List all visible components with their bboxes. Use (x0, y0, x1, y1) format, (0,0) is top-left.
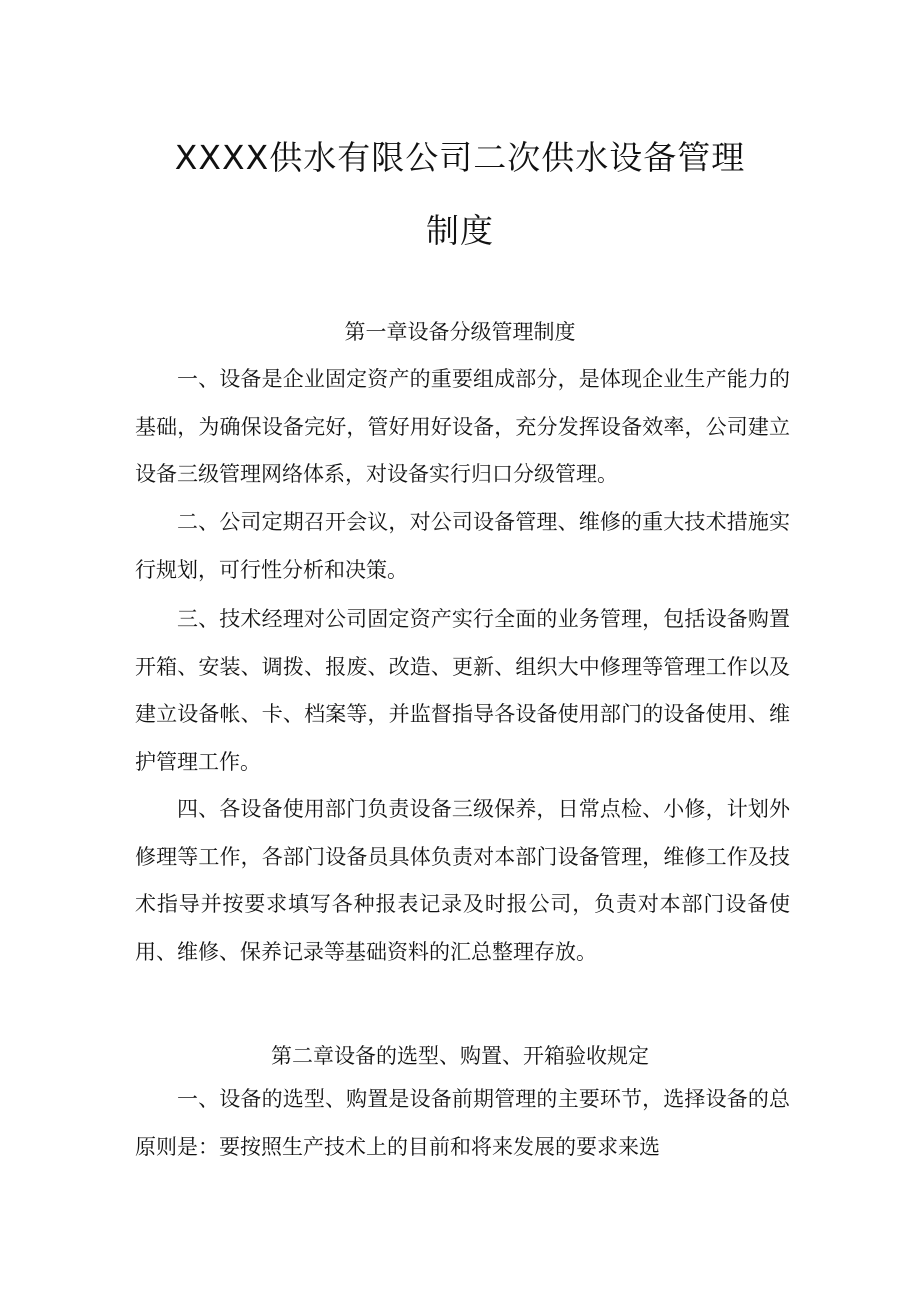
chapter-2-heading: 第二章设备的选型、购置、开箱验收规定 (271, 1044, 649, 1068)
chapter-2-paragraph-1: 一、设备的选型、购置是设备前期管理的主要环节，选择设备的总原则是：要按照生产技术上的目前和将来发展的要求来选 (135, 1087, 790, 1159)
chapter-1-paragraph-4: 四、各设备使用部门负责设备三级保养，日常点检、小修，计划外修理等工作，各部门设备员具体负责对本部门设备管理，维修工作及技术指导并按要求填写各种报表记录及时报公司，负责对本部门设备使用、维修、保养记录等基础资料的汇总整理存放。 (135, 797, 790, 964)
chapter-1-paragraph-3: 三、技术经理对公司固定资产实行全面的业务管理，包括设备购置开箱、安装、调拨、报废、改造、更新、组织大中修理等管理工作以及建立设备帐、卡、档案等，并监督指导各设备使用部门的设备使用、维护管理工作。 (135, 607, 790, 774)
chapter-1-paragraph-2: 二、公司定期召开会议，对公司设备管理、维修的重大技术措施实行规划，可行性分析和决策。 (135, 510, 790, 582)
chapter-1-paragraph-1: 一、设备是企业固定资产的重要组成部分，是体现企业生产能力的基础，为确保设备完好，管好用好设备，充分发挥设备效率，公司建立设备三级管理网络体系，对设备实行归口分级管理。 (135, 367, 790, 486)
document-title-line-1: XXXX供水有限公司二次供水设备管理 (174, 138, 746, 177)
document-title-line-2: 制度 (426, 211, 494, 250)
chapter-1-heading: 第一章设备分级管理制度 (344, 320, 576, 344)
